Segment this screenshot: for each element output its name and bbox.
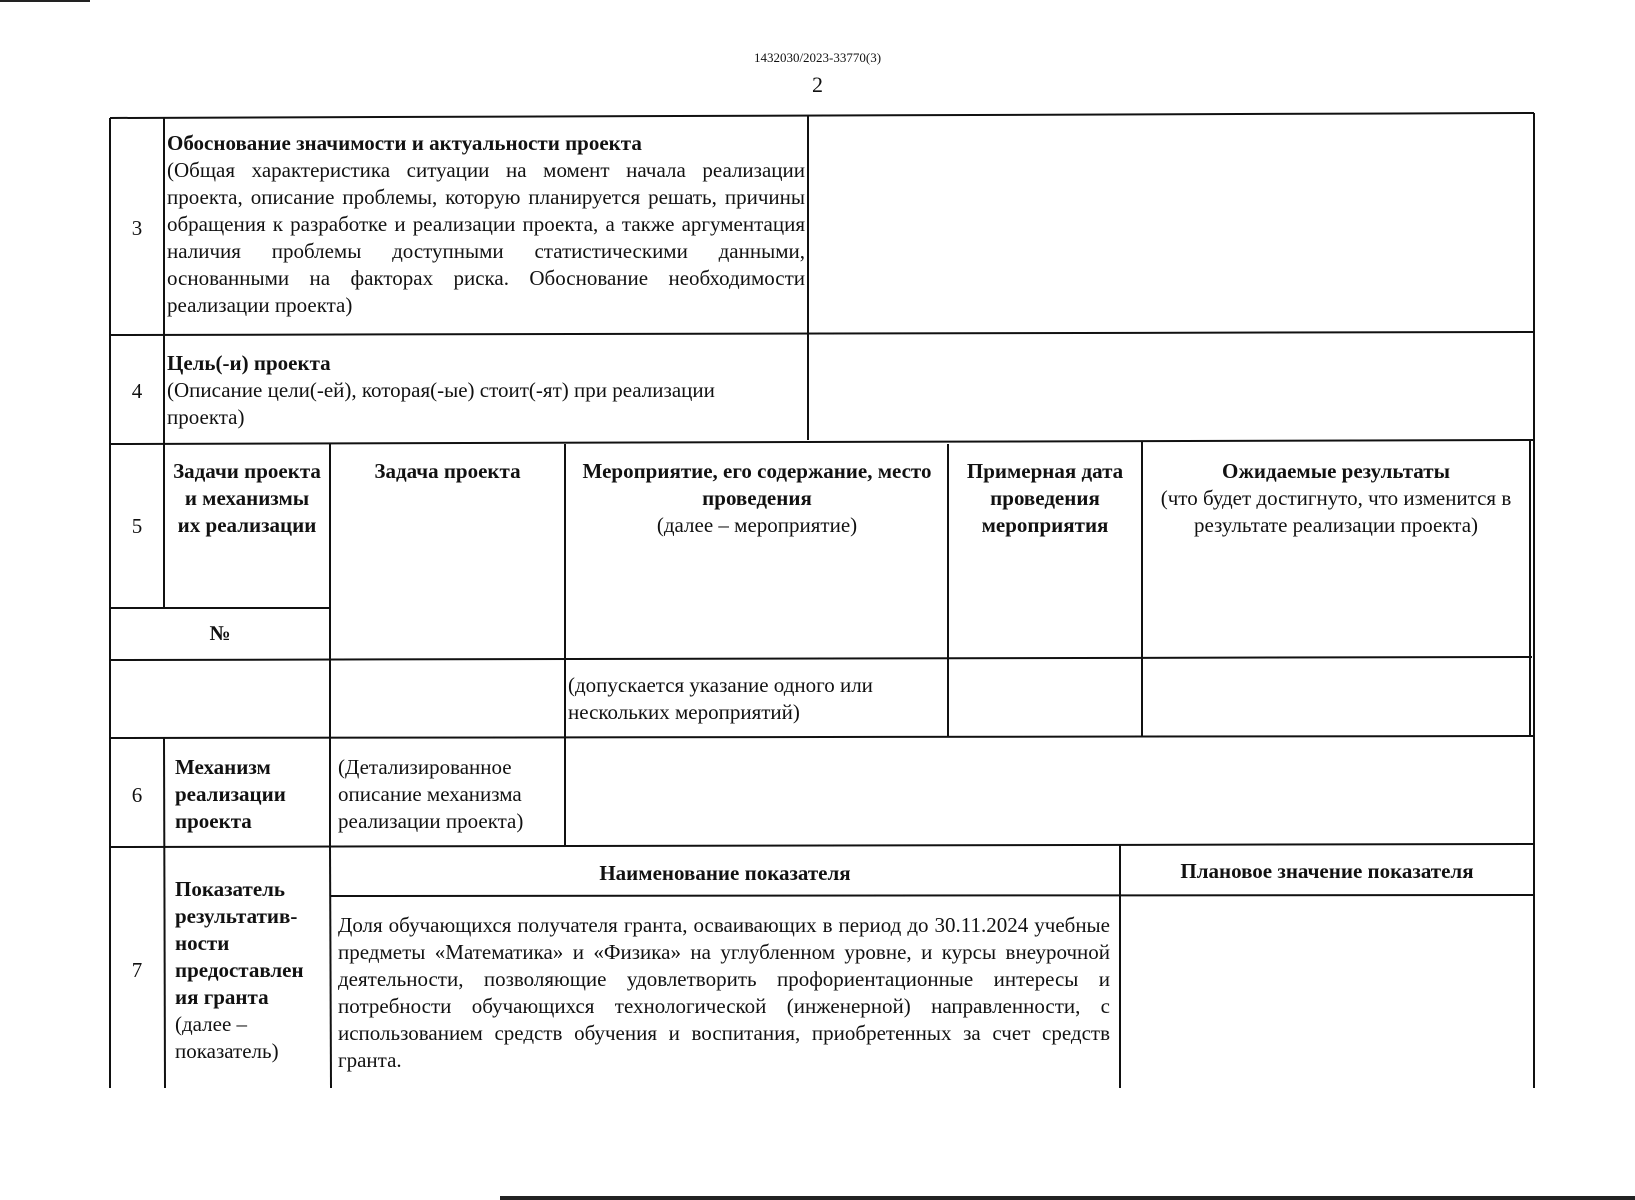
page-number: 2 — [812, 72, 823, 97]
scan-edge-top — [0, 0, 90, 2]
row-6-label: Механизм реализации проекта — [175, 755, 286, 833]
indicator-description: Доля обучающихся получателя гранта, осваивающих в период до 30.11.2024 учебные предметы «Математика» и «Физика» на углубленном уровне, и курсы внеурочной деятельности, позволяющие удовлетворить профориентационные интересы и потребности обучающихся технологической (инженерной) направленности, с использованием средств обучения и воспитания, приобретенных за счет средств гранта. — [338, 913, 1110, 1072]
row-6-description: (Детализированное описание механизма реализации проекта) — [338, 755, 524, 833]
row-4-description: (Описание цели(-ей), которая(-ые) стоит(-ят) при реализации проекта) — [167, 378, 715, 429]
row-4-number: 4 — [131, 379, 143, 403]
column-header-event-subtitle: (далее – мероприятие) — [656, 513, 858, 537]
row-4-title: Цель(-и) проекта — [167, 351, 331, 375]
row-6-number: 6 — [131, 783, 143, 807]
row-3-number: 3 — [131, 216, 143, 240]
row-3-description: (Общая характеристика ситуации на момент начала реализации проекта, описание проблемы, которую планируется решать, причины обращения к разработке и реализации проекта, а также аргументация наличия проблемы доступными статистическими данными, основанными на факторах риска. Обоснование необходимости реализации проекта) — [167, 158, 805, 317]
column-header-date: Примерная дата проведения мероприятия — [966, 459, 1124, 537]
column-header-event-title: Мероприятие, его содержание, место проведения — [582, 459, 932, 510]
column-header-results — [1146, 458, 1526, 539]
row-5-number: 5 — [131, 514, 143, 538]
column-header-indicator-name: Наименование показателя — [599, 861, 851, 885]
row-3-label — [167, 130, 805, 319]
row-7-label-note: (далее – показатель) — [175, 1012, 279, 1063]
row-7-label — [175, 876, 327, 1065]
row-4-label — [167, 350, 787, 431]
row-7-number: 7 — [131, 958, 143, 982]
column-header-results-title: Ожидаемые результаты — [1222, 459, 1450, 483]
document-number: 1432030/2023-33770(3) — [753, 50, 882, 65]
column-header-planned-value: Плановое значение показателя — [1180, 859, 1474, 883]
column-header-event — [570, 458, 944, 539]
row-7-label-title: Показатель результатив-ности предоставлен ия гранта — [175, 877, 304, 1009]
column-header-task: Задача проекта — [374, 459, 521, 483]
scan-edge-bottom — [500, 1196, 1635, 1200]
column-header-results-subtitle: (что будет достигнуто, что изменится в результате реализации проекта) — [1160, 486, 1512, 537]
row-5-label: Задачи проекта и механизмы их реализации — [173, 459, 321, 537]
number-sign-label: № — [209, 621, 231, 645]
event-note: (допускается указание одного или нескольких мероприятий) — [568, 673, 873, 724]
row-3-title: Обоснование значимости и актуальности проекта — [167, 131, 642, 155]
